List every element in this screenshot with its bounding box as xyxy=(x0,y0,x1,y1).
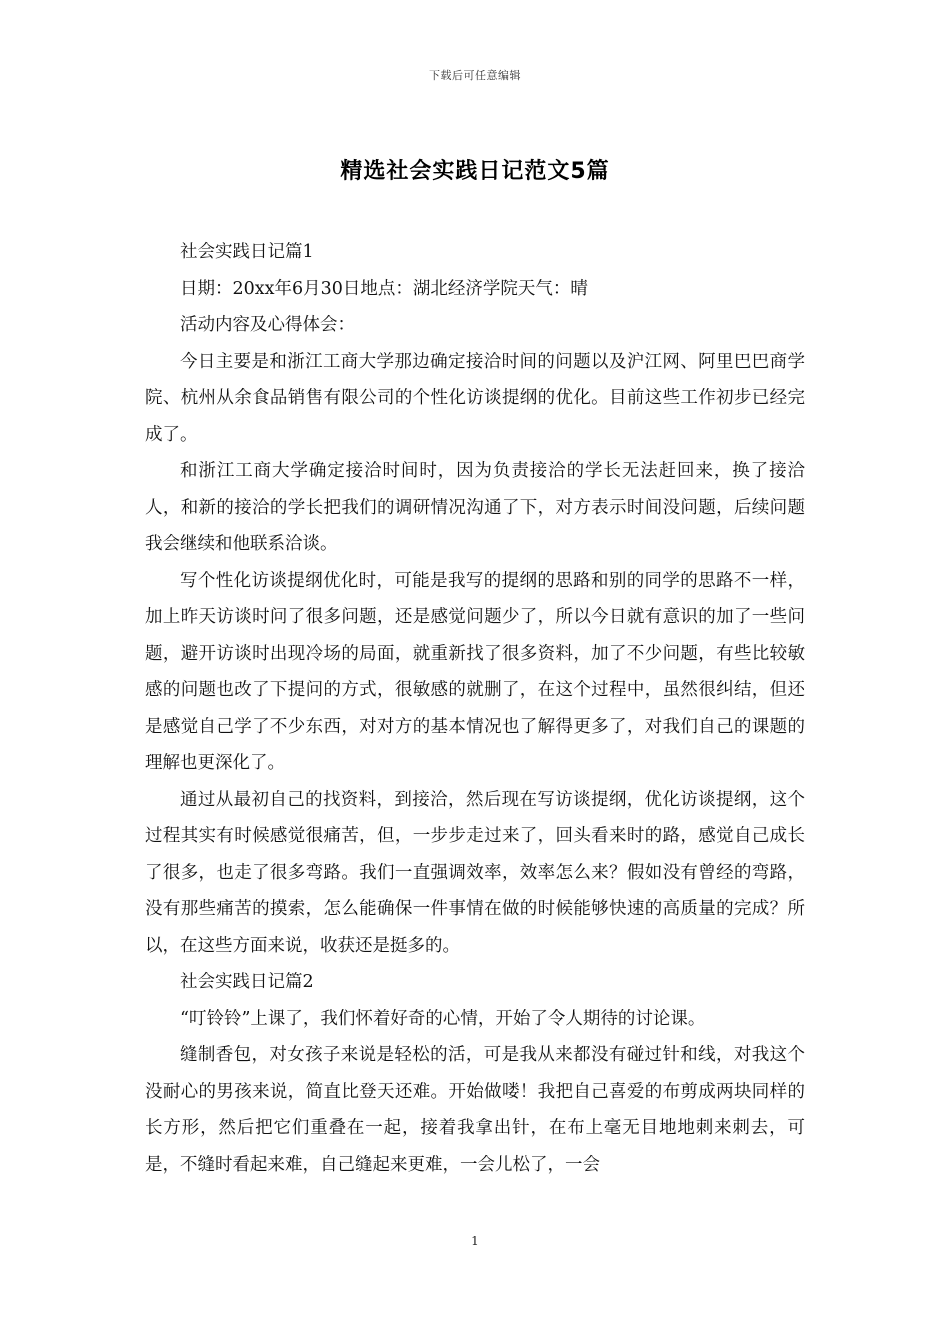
header-note: 下载后可任意编辑 xyxy=(429,69,521,82)
body-paragraph: 缝制香包，对女孩子来说是轻松的活，可是我从来都没有碰过针和线，对我这个没耐心的男孩来说，简直比登天还难。开始做喽！我把自己喜爱的布剪成两块同样的长方形，然后把它们重叠在一起，接着我拿出针，在布上毫无目地地刺来刺去，可是，不缝时看起来难，自己缝起来更难，一会儿松了，一会 xyxy=(145,1045,805,1175)
section-heading: 社会实践日记篇1 xyxy=(180,242,314,262)
body-paragraph: 写个性化访谈提纲优化时，可能是我写的提纲的思路和别的同学的思路不一样，加上昨天访谈时问了很多问题，还是感觉问题少了，所以今日就有意识的加了一些问题，避开访谈时出现冷场的局面，就重新找了很多资料，加了不少问题，有些比较敏感的问题也改了下提问的方式，很敏感的就删了，在这个过程中，虽然很纠结，但还是感觉自己学了不少东西，对对方的基本情况也了解得更多了，对我们自己的课题的理解也更深化了。 xyxy=(145,570,805,773)
body-paragraph: “叮铃铃”上课了，我们怀着好奇的心情，开始了令人期待的讨论课。 xyxy=(180,1008,706,1029)
section-heading: 社会实践日记篇2 xyxy=(180,972,314,992)
body-paragraph: 通过从最初自己的找资料，到接洽，然后现在写访谈提纲，优化访谈提纲，这个过程其实有时候感觉很痛苦，但，一步步走过来了，回头看来时的路，感觉自己成长了很多，也走了很多弯路。我们一直强调效率，效率怎么来？假如没有曾经的弯路，没有那些痛苦的摸索，怎么能确保一件事情在做的时候能够快速的高质量的完成？所以，在这些方面来说，收获还是挺多的。 xyxy=(145,789,805,956)
date-location-line: 日期：20xx年6月30日地点：湖北经济学院天气：晴 xyxy=(180,278,588,299)
body-paragraph: 和浙江工商大学确定接洽时间时，因为负责接洽的学长无法赶回来，换了接洽人，和新的接洽的学长把我们的调研情况沟通了下，对方表示时间没问题，后续问题我会继续和他联系洽谈。 xyxy=(145,461,805,554)
page-title: 精选社会实践日记范文5篇 xyxy=(340,159,610,184)
page-number: 1 xyxy=(471,1234,479,1248)
document-body xyxy=(145,234,805,1183)
activity-label: 活动内容及心得体会： xyxy=(180,315,355,335)
body-paragraph: 今日主要是和浙江工商大学那边确定接洽时间的问题以及沪江网、阿里巴巴商学院、杭州从余食品销售有限公司的个性化访谈提纲的优化。目前这些工作初步已经完成了。 xyxy=(145,351,805,445)
